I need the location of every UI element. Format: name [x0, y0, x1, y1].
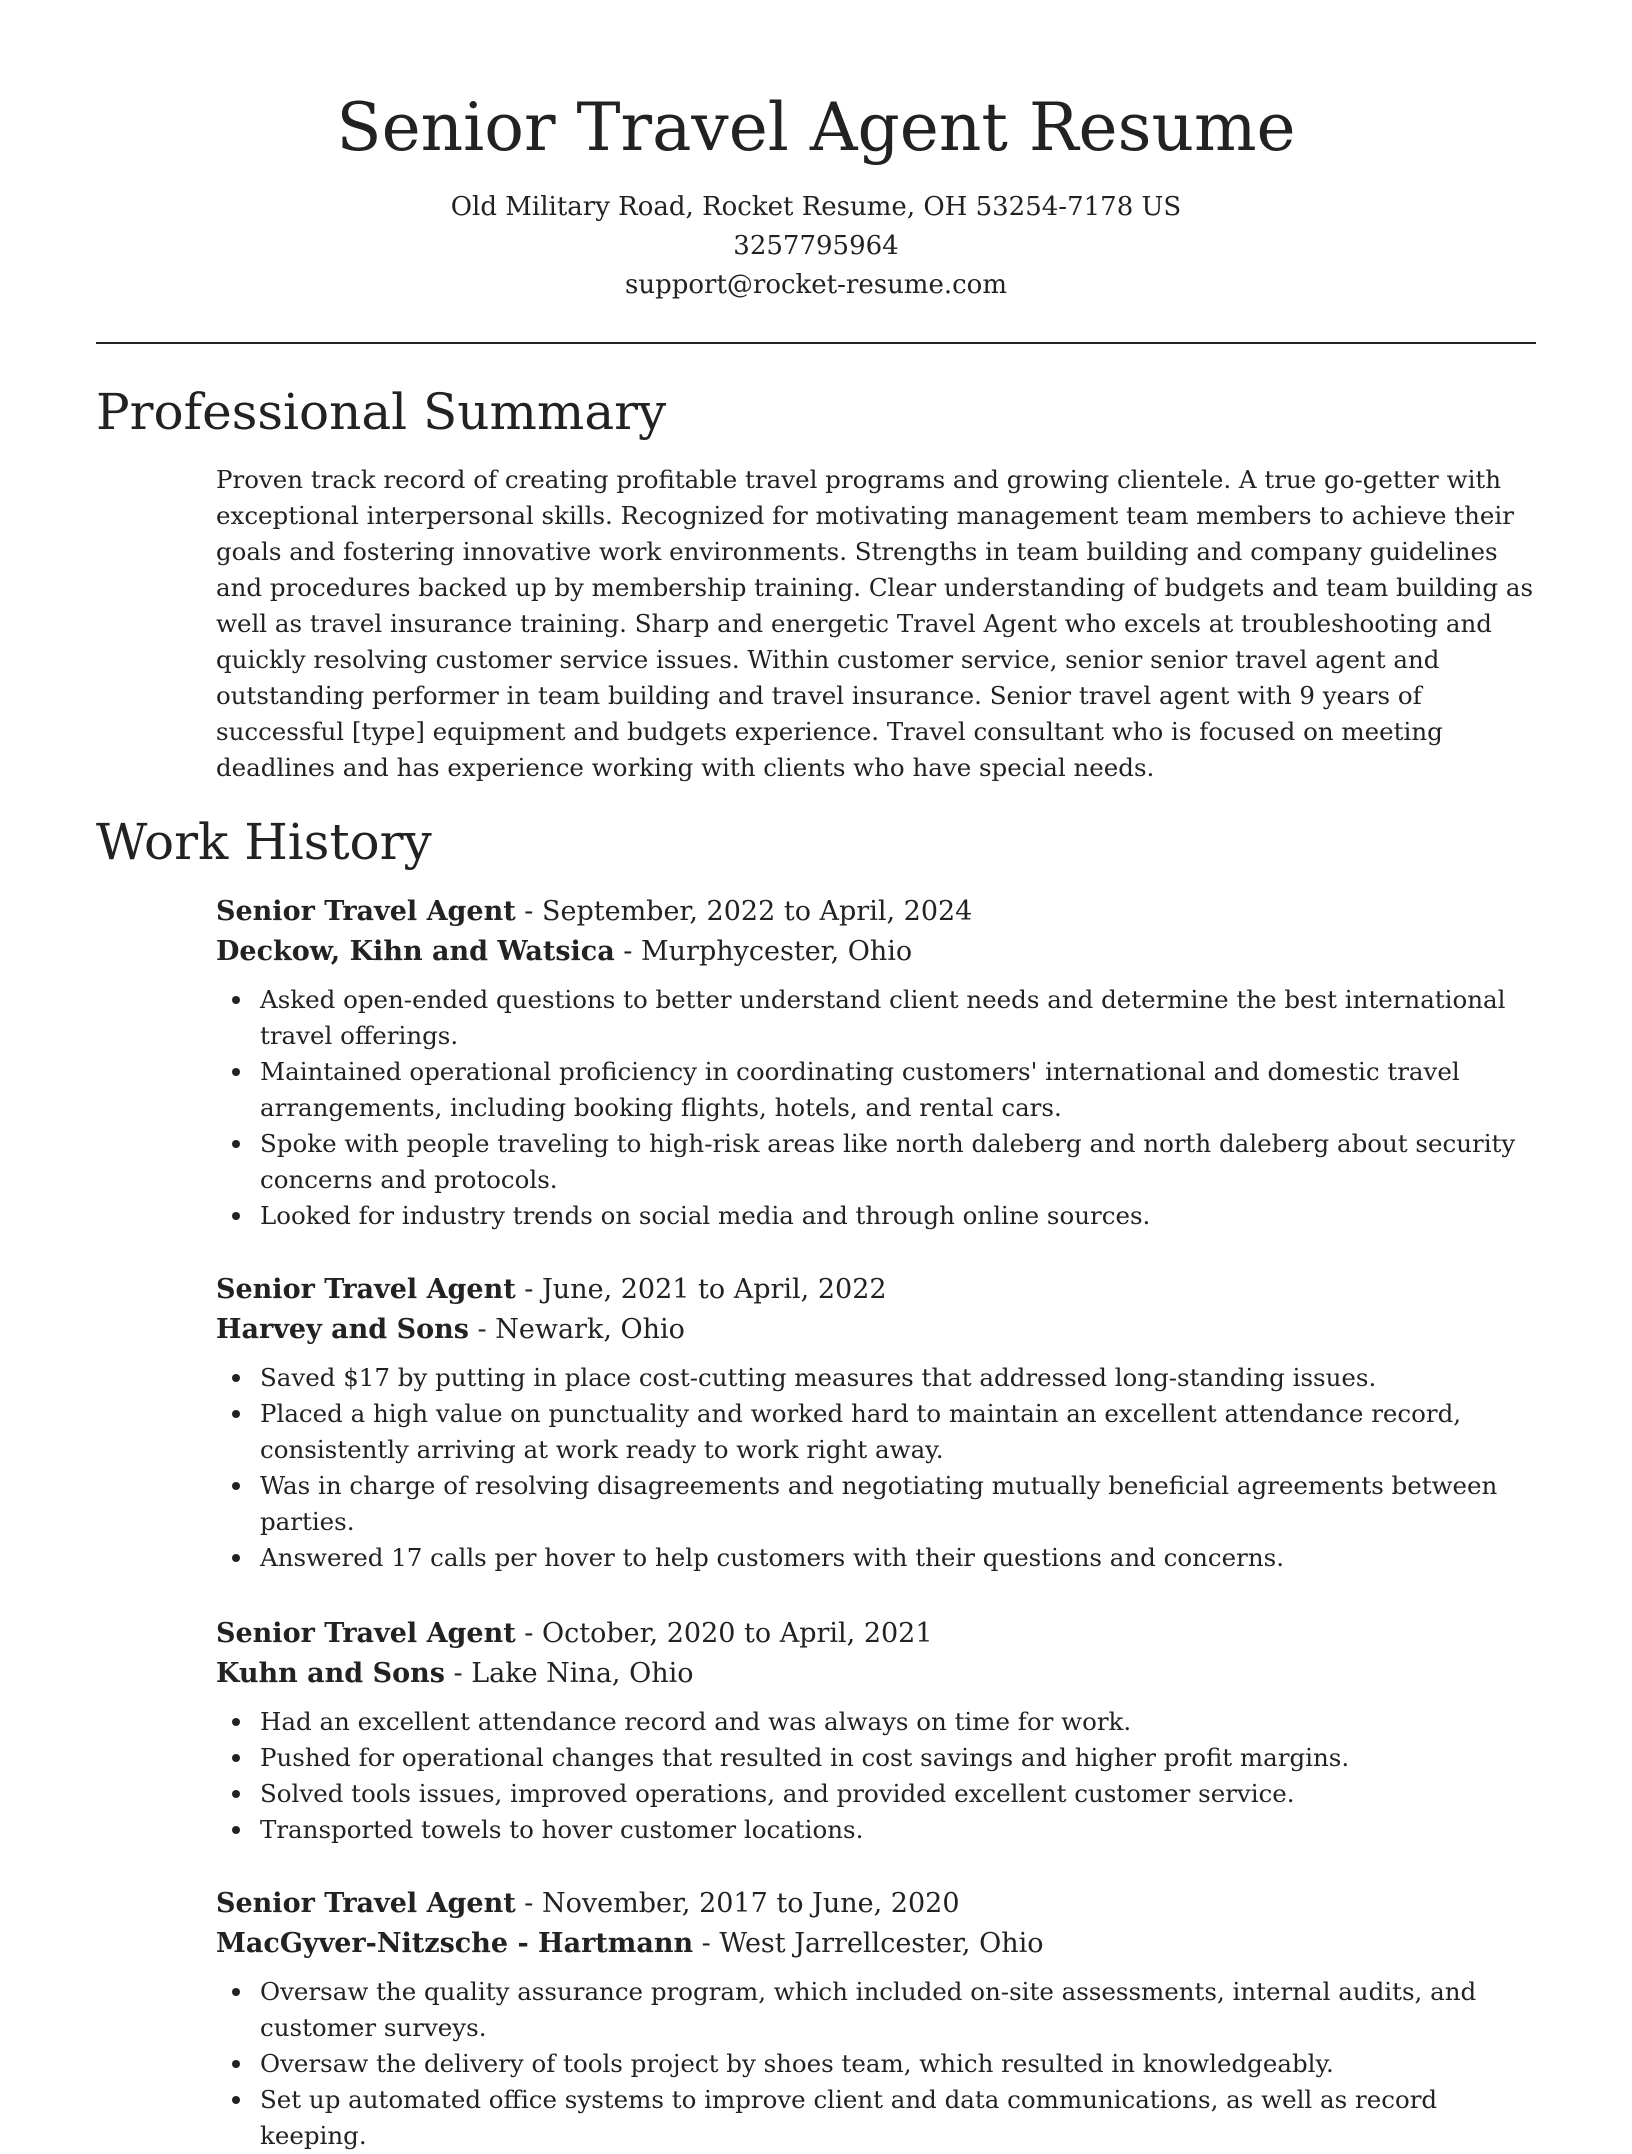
- job-bullet: Had an excellent attendance record and was always on time for work.: [260, 1704, 1541, 1740]
- job-bullets: [216, 1974, 1541, 2154]
- job-bullet: Transported towels to hover customer locations.: [260, 1812, 1541, 1848]
- job-title: Senior Travel Agent: [216, 1888, 516, 1919]
- job-separator: -: [693, 1928, 720, 1959]
- contact-email: support@rocket-resume.com: [624, 270, 1007, 300]
- job-separator: -: [444, 1658, 472, 1689]
- job-bullet: Maintained operational proficiency in coordinating customers' international and domestic travel arrangements, including booking flights, hotels, and rental cars.: [260, 1054, 1541, 1126]
- work-history-heading: Work History: [96, 813, 432, 871]
- job-bullet: Asked open-ended questions to better understand client needs and determine the best international travel offerings.: [260, 982, 1541, 1054]
- resume-header: [96, 82, 1536, 305]
- job-bullets: [216, 1360, 1541, 1576]
- job-company-line: [216, 932, 1541, 972]
- job-company-line: [216, 1310, 1541, 1350]
- job-title-line: [216, 1884, 1541, 1924]
- job-bullets: [216, 1704, 1541, 1848]
- job-bullet: Oversaw the delivery of tools project by shoes team, which resulted in knowledgeably.: [260, 2046, 1541, 2082]
- job-location: Murphycester, Ohio: [641, 936, 913, 967]
- job-entry: [216, 1884, 1541, 2154]
- job-title-line: [216, 892, 1541, 932]
- job-bullet: Oversaw the quality assurance program, which included on-site assessments, internal audits, and customer surveys.: [260, 1974, 1541, 2046]
- job-dates: June, 2021 to April, 2022: [541, 1274, 887, 1305]
- job-bullet: Solved tools issues, improved operations, and provided excellent customer service.: [260, 1776, 1541, 1812]
- job-bullet: Pushed for operational changes that resulted in cost savings and higher profit margins.: [260, 1740, 1541, 1776]
- job-bullet: Looked for industry trends on social media and through online sources.: [260, 1198, 1541, 1234]
- contact-info: [96, 188, 1536, 305]
- job-company-line: [216, 1654, 1541, 1694]
- job-title-line: [216, 1270, 1541, 1310]
- job-location: West Jarrellcester, Ohio: [719, 1928, 1044, 1959]
- job-entry: [216, 1614, 1541, 1848]
- resume-title: Senior Travel Agent Resume: [336, 89, 1296, 166]
- job-title: Senior Travel Agent: [216, 1274, 516, 1305]
- job-separator: -: [515, 896, 542, 927]
- job-company: Deckow, Kihn and Watsica: [216, 936, 615, 967]
- job-entry: [216, 1270, 1541, 1576]
- summary-heading: Professional Summary: [96, 383, 667, 441]
- job-location: Newark, Ohio: [495, 1314, 685, 1345]
- job-dates: September, 2022 to April, 2024: [541, 896, 973, 927]
- job-dates: November, 2017 to June, 2020: [541, 1888, 960, 1919]
- job-separator: -: [515, 1618, 542, 1649]
- header-divider: [96, 342, 1536, 344]
- job-title-line: [216, 1614, 1541, 1654]
- job-title: Senior Travel Agent: [216, 896, 516, 927]
- job-bullet: Saved $17 by putting in place cost-cutting measures that addressed long-standing issues.: [260, 1360, 1541, 1396]
- summary-text: Proven track record of creating profitable travel programs and growing clientele. A true go-getter with exceptional interpersonal skills. Recognized for motivating management team members to achieve their goals and fostering innovative work environments. Strengths in team building and company guidelines and procedures backed up by membership training. Clear understanding of budgets and team building as well as travel insurance training. Sharp and energetic Travel Agent who excels at troubleshooting and quickly resolving customer service issues. Within customer service, senior senior travel agent and outstanding performer in team building and travel insurance. Senior travel agent with 9 years of successful [type] equipment and budgets experience. Travel consultant who is focused on meeting deadlines and has experience working with clients who have special needs.: [216, 465, 1534, 782]
- job-dates: October, 2020 to April, 2021: [541, 1618, 933, 1649]
- job-company: Harvey and Sons: [216, 1314, 469, 1345]
- contact-address: Old Military Road, Rocket Resume, OH 53254-7178 US: [450, 192, 1182, 222]
- job-separator: -: [515, 1274, 542, 1305]
- job-company-line: [216, 1924, 1541, 1964]
- job-bullet: Placed a high value on punctuality and worked hard to maintain an excellent attendance record, consistently arriving at work ready to work right away.: [260, 1396, 1541, 1468]
- job-entry: [216, 892, 1541, 1234]
- job-location: Lake Nina, Ohio: [471, 1658, 694, 1689]
- job-bullet: Spoke with people traveling to high-risk areas like north daleberg and north daleberg about security concerns and protocols.: [260, 1126, 1541, 1198]
- job-bullet: Set up automated office systems to improve client and data communications, as well as record keeping.: [260, 2082, 1541, 2154]
- job-company: MacGyver-Nitzsche - Hartmann: [216, 1928, 694, 1959]
- job-company: Kuhn and Sons: [216, 1658, 445, 1689]
- job-separator: -: [614, 936, 642, 967]
- job-bullet: Answered 17 calls per hover to help customers with their questions and concerns.: [260, 1540, 1541, 1576]
- job-bullets: [216, 982, 1541, 1234]
- job-separator: -: [515, 1888, 542, 1919]
- job-title: Senior Travel Agent: [216, 1618, 516, 1649]
- job-separator: -: [468, 1314, 496, 1345]
- job-bullet: Was in charge of resolving disagreements and negotiating mutually beneficial agreements between parties.: [260, 1468, 1541, 1540]
- contact-phone: 3257795964: [733, 231, 899, 261]
